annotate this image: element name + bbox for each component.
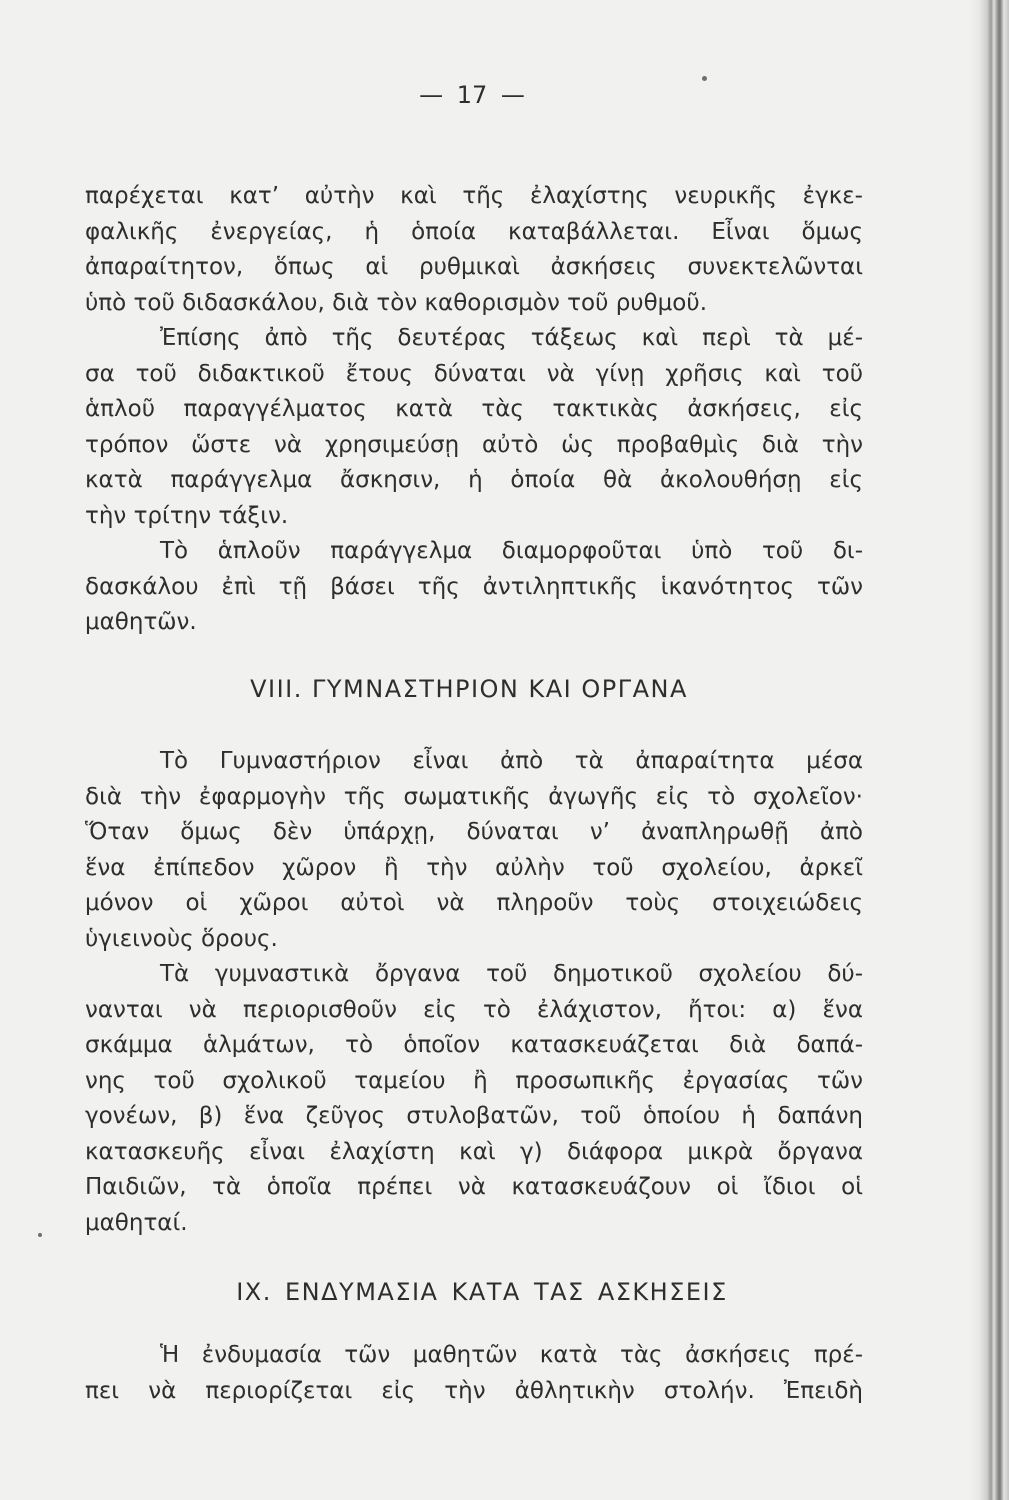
text-line: Τὸ Γυμναστήριον εἶναι ἀπὸ τὰ ἀπαραίτητα μέσα bbox=[160, 748, 863, 775]
text-line: ὑπὸ τοῦ διδασκάλου, διὰ τὸν καθορισμὸν τοῦ ρυθμοῦ. bbox=[85, 289, 707, 316]
text-line: πει νὰ περιορίζεται εἰς τὴν ἀθλητικὴν στολήν. Ἐπειδὴ bbox=[85, 1377, 863, 1404]
scan-speck bbox=[702, 76, 707, 81]
paragraph-2 bbox=[85, 321, 863, 534]
text-line: ἕνα ἐπίπεδον χῶρον ἢ τὴν αὐλὴν τοῦ σχολείου, ἀρκεῖ bbox=[85, 854, 863, 881]
page-number: — 17 — bbox=[419, 81, 525, 109]
text-line: σκάμμα ἁλμάτων, τὸ ὁποῖον κατασκευάζεται διὰ δαπά- bbox=[85, 1032, 863, 1059]
text-line: Ἐπίσης ἀπὸ τῆς δευτέρας τάξεως καὶ περὶ τὰ μέ- bbox=[160, 325, 863, 352]
text-line: μαθηταί. bbox=[85, 1209, 188, 1236]
text-line: διὰ τὴν ἐφαρμογὴν τῆς σωματικῆς ἀγωγῆς εἰς τὸ σχολεῖον· bbox=[85, 783, 863, 810]
text-line: μόνον οἱ χῶροι αὐτοὶ νὰ πληροῦν τοὺς στοιχειώδεις bbox=[85, 890, 863, 917]
paragraph-1 bbox=[85, 179, 863, 321]
text-line: τὴν τρίτην τάξιν. bbox=[85, 502, 289, 529]
section-heading: VIII. ΓΥΜΝΑΣΤΗΡΙΟΝ ΚΑΙ ΟΡΓΑΝΑ bbox=[250, 675, 688, 704]
section-heading: IX. ΕΝΔΥΜΑΣΙΑ ΚΑΤΑ ΤΑΣ ΑΣΚΗΣΕΙΣ bbox=[236, 1278, 728, 1307]
paragraph-5 bbox=[85, 957, 863, 1241]
text-line: Ὅταν ὅμως δὲν ὑπάρχῃ, δύναται ν’ ἀναπληρωθῇ ἀπὸ bbox=[85, 819, 863, 846]
text-line: νης τοῦ σχολικοῦ ταμείου ἢ προσωπικῆς ἐργασίας τῶν bbox=[85, 1067, 863, 1094]
text-line: κατασκευῆς εἶναι ἐλαχίστη καὶ γ) διάφορα μικρὰ ὄργανα bbox=[85, 1138, 863, 1165]
text-line: γονέων, β) ἕνα ζεῦγος στυλοβατῶν, τοῦ ὁποίου ἡ δαπάνη bbox=[85, 1103, 863, 1130]
text-line: παρέχεται κατ’ αὐτὴν καὶ τῆς ἐλαχίστης νευρικῆς ἐγκε- bbox=[85, 183, 863, 210]
page-edge-shadow bbox=[969, 0, 1009, 1500]
text-line: τρόπον ὥστε νὰ χρησιμεύσῃ αὐτὸ ὡς προβαθμὶς διὰ τὴν bbox=[85, 431, 863, 458]
text-line: κατὰ παράγγελμα ἄσκησιν, ἡ ὁποία θὰ ἀκολουθήσῃ εἰς bbox=[85, 467, 863, 494]
text-line: ἁπλοῦ παραγγέλματος κατὰ τὰς τακτικὰς ἀσκήσεις, εἰς bbox=[85, 396, 863, 423]
text-line: Ἡ ἐνδυμασία τῶν μαθητῶν κατὰ τὰς ἀσκήσεις πρέ- bbox=[160, 1342, 863, 1369]
text-line: Τὰ γυμναστικὰ ὄργανα τοῦ δημοτικοῦ σχολείου δύ- bbox=[160, 961, 863, 988]
text-line: νανται νὰ περιορισθοῦν εἰς τὸ ἐλάχιστον, ἤτοι: α) ἕνα bbox=[85, 996, 863, 1023]
paragraph-6 bbox=[85, 1338, 863, 1409]
text-line: Τὸ ἁπλοῦν παράγγελμα διαμορφοῦται ὑπὸ τοῦ δι- bbox=[160, 538, 863, 565]
text-line: μαθητῶν. bbox=[85, 609, 197, 636]
text-line: ἀπαραίτητον, ὅπως αἱ ρυθμικαὶ ἀσκήσεις συνεκτελῶνται bbox=[85, 254, 863, 281]
text-line: ὑγιεινοὺς ὅρους. bbox=[85, 925, 278, 952]
text-column bbox=[85, 179, 863, 1409]
scan-speck bbox=[38, 1233, 42, 1237]
text-line: δασκάλου ἐπὶ τῇ βάσει τῆς ἀντιληπτικῆς ἱκανότητος τῶν bbox=[85, 573, 863, 600]
text-line: σα τοῦ διδακτικοῦ ἔτους δύναται νὰ γίνῃ χρῆσις καὶ τοῦ bbox=[85, 360, 863, 387]
text-line: Παιδιῶν, τὰ ὁποῖα πρέπει νὰ κατασκευάζουν οἱ ἴδιοι οἱ bbox=[85, 1174, 863, 1201]
paragraph-4 bbox=[85, 744, 863, 957]
paragraph-3 bbox=[85, 534, 863, 641]
text-line: φαλικῆς ἐνεργείας, ἡ ὁποία καταβάλλεται. Εἶναι ὅμως bbox=[85, 218, 863, 245]
